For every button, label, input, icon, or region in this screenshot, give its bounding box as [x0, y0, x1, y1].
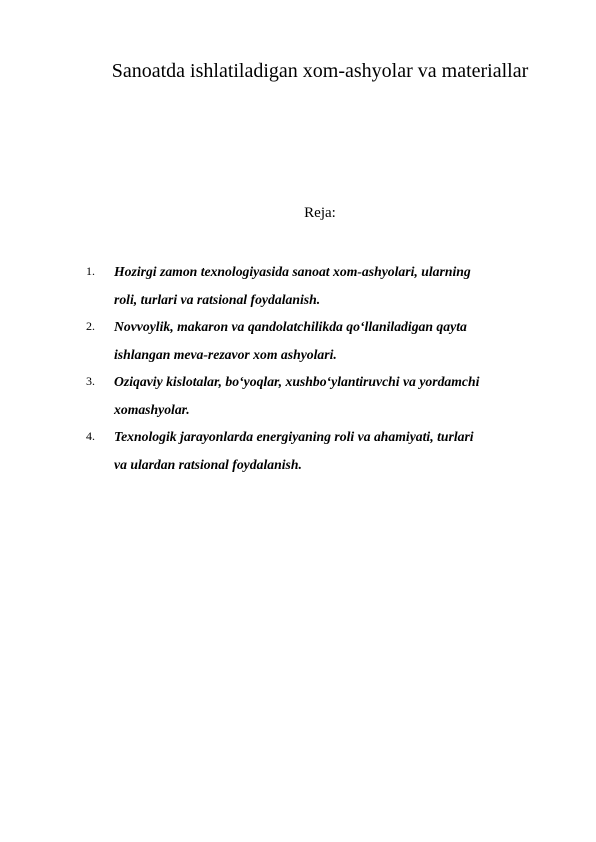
plan-heading: Reja: — [304, 205, 336, 221]
plan-item-line: ishlangan meva-rezavor xom ashyolari. — [114, 346, 337, 362]
plan-item-text — [114, 423, 556, 478]
plan-item-line: roli, turlari va ratsional foydalanish. — [114, 291, 321, 307]
plan-item-text — [114, 313, 556, 368]
plan-item-number: 4. — [86, 429, 95, 443]
plan-item-2 — [86, 313, 556, 368]
plan-item-number: 2. — [86, 319, 95, 333]
plan-item-line: Hozirgi zamon texnologiyasida sanoat xom-ashyolari, ularning — [114, 264, 471, 279]
plan-item-line: Oziqaviy kislotalar, bo‘yoqlar, xushbo‘ylantiruvchi va yordamchi — [114, 374, 480, 389]
plan-item-line: Texnologik jarayonlarda energiyaning roli va ahamiyati, turlari — [114, 429, 474, 444]
plan-item-line: Novvoylik, makaron va qandolatchilikda qo‘llaniladigan qayta — [114, 319, 467, 334]
plan-item-text — [114, 258, 556, 313]
plan-list — [86, 258, 556, 478]
plan-item-text — [114, 368, 556, 423]
plan-item-4 — [86, 423, 556, 478]
plan-item-1 — [86, 258, 556, 313]
plan-item-number: 3. — [86, 374, 95, 388]
plan-item-number: 1. — [86, 264, 95, 278]
document-title: Sanoatda ishlatiladigan xom-ashyolar va materiallar — [111, 60, 529, 82]
plan-item-3 — [86, 368, 556, 423]
plan-item-line: va ulardan ratsional foydalanish. — [114, 456, 302, 472]
plan-item-line: xomashyolar. — [114, 401, 190, 417]
